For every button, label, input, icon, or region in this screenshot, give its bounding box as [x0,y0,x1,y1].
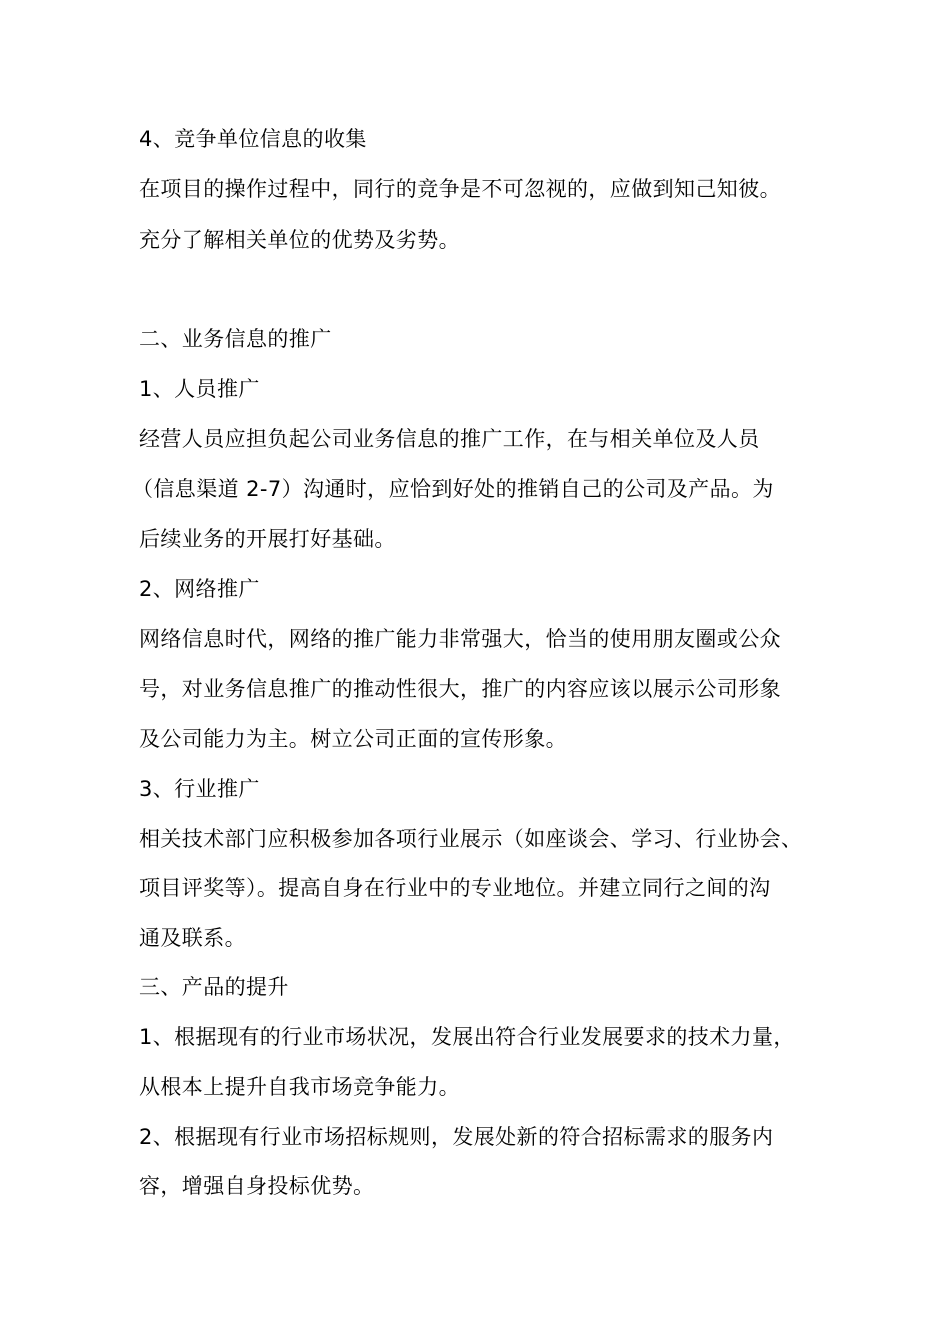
paragraph-line: 及公司能力为主。树立公司正面的宣传形象。 [139,727,567,751]
paragraph-line: 项目评奖等）。提高自身在行业中的专业地位。并建立同行之间的沟 [139,876,771,900]
paragraph-line: 相关技术部门应积极参加各项行业展示（如座谈会、学习、行业协会、 [139,827,803,851]
paragraph-line: 经营人员应担负起公司业务信息的推广工作，在与相关单位及人员 [139,427,760,451]
paragraph-line: 容，增强自身投标优势。 [139,1174,375,1198]
paragraph-line: 后续业务的开展打好基础。 [139,527,396,551]
subheading-network-promotion: 2、网络推广 [139,577,260,601]
section-heading-product-improvement: 三、产品的提升 [139,975,289,999]
section-heading-competitor-info: 4、竞争单位信息的收集 [139,127,367,151]
paragraph-line: 从根本上提升自我市场竞争能力。 [139,1075,460,1099]
paragraph-line: 2、根据现有行业市场招标规则，发展处新的符合招标需求的服务内 [139,1125,774,1149]
paragraph-line: 充分了解相关单位的优势及劣势。 [139,228,460,252]
subheading-industry-promotion: 3、行业推广 [139,777,260,801]
section-heading-business-promotion: 二、业务信息的推广 [139,327,332,351]
paragraph-line: 网络信息时代，网络的推广能力非常强大，恰当的使用朋友圈或公众 [139,627,781,651]
paragraph-line: 1、根据现有的行业市场状况，发展出符合行业发展要求的技术力量， [139,1025,795,1049]
paragraph-line: 在项目的操作过程中，同行的竞争是不可忽视的，应做到知己知彼。 [139,177,781,201]
paragraph-line: 号，对业务信息推广的推动性很大，推广的内容应该以展示公司形象 [139,677,781,701]
subheading-personnel-promotion: 1、人员推广 [139,377,260,401]
paragraph-line: （信息渠道 2-7）沟通时，应恰到好处的推销自己的公司及产品。为 [132,477,774,501]
paragraph-line: 通及联系。 [139,926,246,950]
